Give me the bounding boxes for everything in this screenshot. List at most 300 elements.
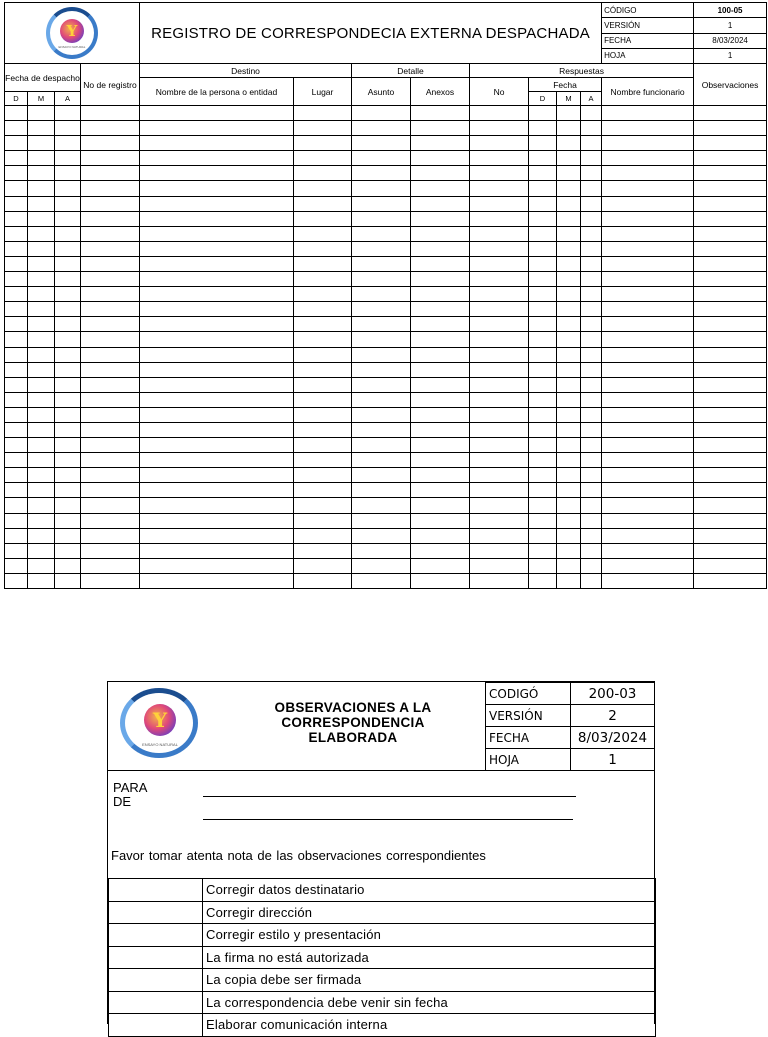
register-cell[interactable] bbox=[411, 377, 470, 392]
register-cell[interactable] bbox=[694, 287, 767, 302]
register-cell[interactable] bbox=[140, 468, 294, 483]
register-cell[interactable] bbox=[352, 573, 411, 588]
register-cell[interactable] bbox=[411, 196, 470, 211]
register-cell[interactable] bbox=[694, 241, 767, 256]
register-cell[interactable] bbox=[529, 151, 557, 166]
register-cell[interactable] bbox=[581, 422, 602, 437]
register-cell[interactable] bbox=[529, 211, 557, 226]
register-cell[interactable] bbox=[294, 483, 352, 498]
register-cell[interactable] bbox=[140, 528, 294, 543]
register-cell[interactable] bbox=[55, 468, 81, 483]
register-cell[interactable] bbox=[55, 422, 81, 437]
register-cell[interactable] bbox=[5, 392, 28, 407]
register-cell[interactable] bbox=[140, 287, 294, 302]
register-cell[interactable] bbox=[140, 166, 294, 181]
register-cell[interactable] bbox=[557, 407, 581, 422]
register-cell[interactable] bbox=[557, 196, 581, 211]
register-cell[interactable] bbox=[529, 241, 557, 256]
register-cell[interactable] bbox=[411, 498, 470, 513]
register-cell[interactable] bbox=[694, 256, 767, 271]
register-cell[interactable] bbox=[581, 211, 602, 226]
register-cell[interactable] bbox=[470, 211, 529, 226]
register-cell[interactable] bbox=[602, 377, 694, 392]
register-cell[interactable] bbox=[602, 528, 694, 543]
register-cell[interactable] bbox=[602, 211, 694, 226]
register-cell[interactable] bbox=[529, 287, 557, 302]
register-cell[interactable] bbox=[352, 347, 411, 362]
register-cell[interactable] bbox=[28, 256, 55, 271]
register-cell[interactable] bbox=[602, 573, 694, 588]
register-cell[interactable] bbox=[352, 181, 411, 196]
de-input-line[interactable] bbox=[203, 819, 573, 820]
register-cell[interactable] bbox=[140, 196, 294, 211]
register-cell[interactable] bbox=[694, 332, 767, 347]
register-cell[interactable] bbox=[581, 468, 602, 483]
register-cell[interactable] bbox=[529, 377, 557, 392]
register-cell[interactable] bbox=[694, 513, 767, 528]
register-cell[interactable] bbox=[694, 121, 767, 136]
register-cell[interactable] bbox=[411, 558, 470, 573]
register-cell[interactable] bbox=[411, 453, 470, 468]
register-cell[interactable] bbox=[581, 256, 602, 271]
register-cell[interactable] bbox=[557, 528, 581, 543]
register-cell[interactable] bbox=[294, 121, 352, 136]
para-input-line[interactable] bbox=[203, 796, 576, 797]
register-cell[interactable] bbox=[581, 196, 602, 211]
register-cell[interactable] bbox=[529, 181, 557, 196]
register-cell[interactable] bbox=[411, 106, 470, 121]
register-cell[interactable] bbox=[294, 422, 352, 437]
register-cell[interactable] bbox=[55, 211, 81, 226]
register-cell[interactable] bbox=[411, 422, 470, 437]
register-cell[interactable] bbox=[81, 347, 140, 362]
register-cell[interactable] bbox=[294, 181, 352, 196]
register-cell[interactable] bbox=[81, 136, 140, 151]
register-cell[interactable] bbox=[694, 528, 767, 543]
register-cell[interactable] bbox=[470, 106, 529, 121]
register-cell[interactable] bbox=[411, 513, 470, 528]
register-cell[interactable] bbox=[694, 362, 767, 377]
register-cell[interactable] bbox=[581, 151, 602, 166]
register-cell[interactable] bbox=[470, 573, 529, 588]
register-cell[interactable] bbox=[352, 211, 411, 226]
register-cell[interactable] bbox=[411, 407, 470, 422]
register-cell[interactable] bbox=[5, 241, 28, 256]
register-cell[interactable] bbox=[352, 241, 411, 256]
register-cell[interactable] bbox=[470, 377, 529, 392]
register-cell[interactable] bbox=[557, 302, 581, 317]
register-cell[interactable] bbox=[602, 166, 694, 181]
register-cell[interactable] bbox=[411, 362, 470, 377]
register-cell[interactable] bbox=[28, 317, 55, 332]
register-cell[interactable] bbox=[294, 392, 352, 407]
register-cell[interactable] bbox=[55, 528, 81, 543]
register-cell[interactable] bbox=[557, 468, 581, 483]
register-cell[interactable] bbox=[294, 528, 352, 543]
register-cell[interactable] bbox=[581, 513, 602, 528]
register-cell[interactable] bbox=[581, 438, 602, 453]
register-cell[interactable] bbox=[294, 377, 352, 392]
register-cell[interactable] bbox=[294, 256, 352, 271]
register-cell[interactable] bbox=[294, 332, 352, 347]
register-cell[interactable] bbox=[5, 543, 28, 558]
register-cell[interactable] bbox=[55, 106, 81, 121]
register-cell[interactable] bbox=[55, 226, 81, 241]
register-cell[interactable] bbox=[28, 226, 55, 241]
register-cell[interactable] bbox=[694, 272, 767, 287]
register-cell[interactable] bbox=[557, 347, 581, 362]
register-cell[interactable] bbox=[529, 332, 557, 347]
register-cell[interactable] bbox=[28, 166, 55, 181]
register-cell[interactable] bbox=[529, 513, 557, 528]
register-cell[interactable] bbox=[81, 106, 140, 121]
register-cell[interactable] bbox=[28, 287, 55, 302]
register-cell[interactable] bbox=[557, 392, 581, 407]
register-cell[interactable] bbox=[602, 362, 694, 377]
register-cell[interactable] bbox=[581, 241, 602, 256]
register-cell[interactable] bbox=[602, 483, 694, 498]
register-cell[interactable] bbox=[352, 407, 411, 422]
register-cell[interactable] bbox=[294, 558, 352, 573]
register-cell[interactable] bbox=[294, 468, 352, 483]
register-cell[interactable] bbox=[28, 528, 55, 543]
register-cell[interactable] bbox=[294, 272, 352, 287]
register-cell[interactable] bbox=[294, 302, 352, 317]
register-cell[interactable] bbox=[55, 136, 81, 151]
register-cell[interactable] bbox=[81, 483, 140, 498]
register-cell[interactable] bbox=[5, 513, 28, 528]
register-cell[interactable] bbox=[602, 256, 694, 271]
register-cell[interactable] bbox=[28, 468, 55, 483]
register-cell[interactable] bbox=[470, 256, 529, 271]
register-cell[interactable] bbox=[470, 302, 529, 317]
register-cell[interactable] bbox=[529, 407, 557, 422]
register-cell[interactable] bbox=[557, 422, 581, 437]
register-cell[interactable] bbox=[81, 121, 140, 136]
register-cell[interactable] bbox=[81, 181, 140, 196]
register-cell[interactable] bbox=[470, 528, 529, 543]
register-cell[interactable] bbox=[602, 407, 694, 422]
register-cell[interactable] bbox=[5, 166, 28, 181]
register-cell[interactable] bbox=[294, 362, 352, 377]
register-cell[interactable] bbox=[28, 422, 55, 437]
register-cell[interactable] bbox=[602, 422, 694, 437]
register-cell[interactable] bbox=[28, 362, 55, 377]
register-cell[interactable] bbox=[140, 256, 294, 271]
register-cell[interactable] bbox=[557, 241, 581, 256]
register-cell[interactable] bbox=[470, 422, 529, 437]
register-cell[interactable] bbox=[28, 196, 55, 211]
register-cell[interactable] bbox=[602, 136, 694, 151]
register-cell[interactable] bbox=[140, 347, 294, 362]
register-cell[interactable] bbox=[81, 422, 140, 437]
register-cell[interactable] bbox=[352, 558, 411, 573]
register-cell[interactable] bbox=[140, 241, 294, 256]
register-cell[interactable] bbox=[352, 528, 411, 543]
register-cell[interactable] bbox=[294, 166, 352, 181]
register-cell[interactable] bbox=[557, 453, 581, 468]
register-cell[interactable] bbox=[529, 362, 557, 377]
register-cell[interactable] bbox=[140, 302, 294, 317]
register-cell[interactable] bbox=[694, 407, 767, 422]
register-cell[interactable] bbox=[81, 573, 140, 588]
register-cell[interactable] bbox=[694, 106, 767, 121]
register-cell[interactable] bbox=[55, 196, 81, 211]
register-cell[interactable] bbox=[694, 136, 767, 151]
register-cell[interactable] bbox=[694, 377, 767, 392]
register-cell[interactable] bbox=[557, 106, 581, 121]
register-cell[interactable] bbox=[411, 302, 470, 317]
register-cell[interactable] bbox=[352, 226, 411, 241]
register-cell[interactable] bbox=[352, 332, 411, 347]
register-cell[interactable] bbox=[140, 362, 294, 377]
register-cell[interactable] bbox=[55, 302, 81, 317]
register-cell[interactable] bbox=[294, 106, 352, 121]
register-cell[interactable] bbox=[28, 453, 55, 468]
register-cell[interactable] bbox=[294, 211, 352, 226]
register-cell[interactable] bbox=[352, 302, 411, 317]
register-cell[interactable] bbox=[557, 377, 581, 392]
register-cell[interactable] bbox=[694, 558, 767, 573]
register-cell[interactable] bbox=[694, 543, 767, 558]
register-cell[interactable] bbox=[529, 256, 557, 271]
register-cell[interactable] bbox=[140, 513, 294, 528]
register-cell[interactable] bbox=[602, 438, 694, 453]
register-cell[interactable] bbox=[694, 498, 767, 513]
register-cell[interactable] bbox=[529, 196, 557, 211]
register-cell[interactable] bbox=[557, 513, 581, 528]
register-cell[interactable] bbox=[55, 438, 81, 453]
register-cell[interactable] bbox=[294, 347, 352, 362]
register-cell[interactable] bbox=[602, 287, 694, 302]
register-cell[interactable] bbox=[352, 498, 411, 513]
register-cell[interactable] bbox=[5, 181, 28, 196]
register-cell[interactable] bbox=[55, 166, 81, 181]
register-cell[interactable] bbox=[352, 196, 411, 211]
register-cell[interactable] bbox=[581, 528, 602, 543]
register-cell[interactable] bbox=[352, 272, 411, 287]
register-cell[interactable] bbox=[694, 317, 767, 332]
register-cell[interactable] bbox=[352, 483, 411, 498]
register-cell[interactable] bbox=[470, 407, 529, 422]
register-cell[interactable] bbox=[602, 453, 694, 468]
register-cell[interactable] bbox=[55, 392, 81, 407]
register-cell[interactable] bbox=[581, 287, 602, 302]
register-cell[interactable] bbox=[55, 121, 81, 136]
register-cell[interactable] bbox=[581, 362, 602, 377]
register-cell[interactable] bbox=[581, 453, 602, 468]
register-cell[interactable] bbox=[5, 256, 28, 271]
register-cell[interactable] bbox=[140, 151, 294, 166]
register-cell[interactable] bbox=[28, 121, 55, 136]
register-cell[interactable] bbox=[5, 332, 28, 347]
register-cell[interactable] bbox=[581, 272, 602, 287]
register-cell[interactable] bbox=[602, 558, 694, 573]
register-cell[interactable] bbox=[411, 543, 470, 558]
register-cell[interactable] bbox=[529, 453, 557, 468]
register-cell[interactable] bbox=[581, 483, 602, 498]
register-cell[interactable] bbox=[28, 407, 55, 422]
register-cell[interactable] bbox=[411, 287, 470, 302]
register-cell[interactable] bbox=[557, 121, 581, 136]
register-cell[interactable] bbox=[28, 573, 55, 588]
register-cell[interactable] bbox=[557, 226, 581, 241]
register-cell[interactable] bbox=[55, 513, 81, 528]
register-cell[interactable] bbox=[529, 121, 557, 136]
register-cell[interactable] bbox=[529, 166, 557, 181]
checklist-mark-cell[interactable] bbox=[109, 1014, 203, 1037]
register-cell[interactable] bbox=[470, 468, 529, 483]
register-cell[interactable] bbox=[602, 513, 694, 528]
register-cell[interactable] bbox=[294, 453, 352, 468]
register-cell[interactable] bbox=[81, 332, 140, 347]
register-cell[interactable] bbox=[581, 347, 602, 362]
register-cell[interactable] bbox=[602, 543, 694, 558]
register-cell[interactable] bbox=[352, 543, 411, 558]
register-cell[interactable] bbox=[28, 106, 55, 121]
register-cell[interactable] bbox=[352, 468, 411, 483]
register-cell[interactable] bbox=[529, 543, 557, 558]
register-cell[interactable] bbox=[140, 272, 294, 287]
register-cell[interactable] bbox=[81, 151, 140, 166]
register-cell[interactable] bbox=[470, 332, 529, 347]
register-cell[interactable] bbox=[411, 438, 470, 453]
register-cell[interactable] bbox=[28, 136, 55, 151]
register-cell[interactable] bbox=[411, 317, 470, 332]
register-cell[interactable] bbox=[81, 241, 140, 256]
register-cell[interactable] bbox=[294, 438, 352, 453]
checklist-mark-cell[interactable] bbox=[109, 991, 203, 1014]
register-cell[interactable] bbox=[470, 317, 529, 332]
register-cell[interactable] bbox=[470, 272, 529, 287]
register-cell[interactable] bbox=[470, 181, 529, 196]
register-cell[interactable] bbox=[140, 106, 294, 121]
register-cell[interactable] bbox=[28, 513, 55, 528]
register-cell[interactable] bbox=[557, 166, 581, 181]
register-cell[interactable] bbox=[529, 483, 557, 498]
register-cell[interactable] bbox=[602, 196, 694, 211]
register-cell[interactable] bbox=[5, 226, 28, 241]
register-cell[interactable] bbox=[602, 106, 694, 121]
register-cell[interactable] bbox=[140, 438, 294, 453]
register-cell[interactable] bbox=[81, 377, 140, 392]
register-cell[interactable] bbox=[557, 151, 581, 166]
register-cell[interactable] bbox=[602, 392, 694, 407]
register-cell[interactable] bbox=[81, 287, 140, 302]
register-cell[interactable] bbox=[529, 422, 557, 437]
register-cell[interactable] bbox=[557, 558, 581, 573]
register-cell[interactable] bbox=[411, 392, 470, 407]
register-cell[interactable] bbox=[602, 241, 694, 256]
register-cell[interactable] bbox=[55, 543, 81, 558]
register-cell[interactable] bbox=[470, 513, 529, 528]
register-cell[interactable] bbox=[470, 483, 529, 498]
register-cell[interactable] bbox=[557, 136, 581, 151]
register-cell[interactable] bbox=[529, 317, 557, 332]
register-cell[interactable] bbox=[557, 211, 581, 226]
register-cell[interactable] bbox=[529, 573, 557, 588]
register-cell[interactable] bbox=[81, 362, 140, 377]
register-cell[interactable] bbox=[294, 513, 352, 528]
register-cell[interactable] bbox=[529, 302, 557, 317]
register-cell[interactable] bbox=[294, 543, 352, 558]
register-cell[interactable] bbox=[5, 196, 28, 211]
register-cell[interactable] bbox=[470, 121, 529, 136]
register-cell[interactable] bbox=[411, 332, 470, 347]
register-cell[interactable] bbox=[470, 226, 529, 241]
register-cell[interactable] bbox=[140, 332, 294, 347]
register-cell[interactable] bbox=[352, 453, 411, 468]
register-cell[interactable] bbox=[581, 166, 602, 181]
register-cell[interactable] bbox=[694, 211, 767, 226]
register-cell[interactable] bbox=[140, 573, 294, 588]
register-cell[interactable] bbox=[5, 106, 28, 121]
register-cell[interactable] bbox=[529, 272, 557, 287]
register-cell[interactable] bbox=[352, 377, 411, 392]
register-cell[interactable] bbox=[529, 468, 557, 483]
register-cell[interactable] bbox=[581, 121, 602, 136]
register-cell[interactable] bbox=[694, 302, 767, 317]
register-cell[interactable] bbox=[5, 573, 28, 588]
register-cell[interactable] bbox=[557, 181, 581, 196]
register-cell[interactable] bbox=[581, 392, 602, 407]
register-cell[interactable] bbox=[411, 211, 470, 226]
register-cell[interactable] bbox=[28, 347, 55, 362]
register-cell[interactable] bbox=[581, 226, 602, 241]
register-cell[interactable] bbox=[5, 136, 28, 151]
register-cell[interactable] bbox=[602, 272, 694, 287]
register-cell[interactable] bbox=[294, 498, 352, 513]
register-cell[interactable] bbox=[557, 362, 581, 377]
register-cell[interactable] bbox=[5, 438, 28, 453]
register-cell[interactable] bbox=[55, 272, 81, 287]
register-cell[interactable] bbox=[294, 196, 352, 211]
register-cell[interactable] bbox=[81, 196, 140, 211]
register-cell[interactable] bbox=[5, 558, 28, 573]
register-cell[interactable] bbox=[294, 241, 352, 256]
register-cell[interactable] bbox=[81, 513, 140, 528]
register-cell[interactable] bbox=[557, 483, 581, 498]
register-cell[interactable] bbox=[581, 332, 602, 347]
register-cell[interactable] bbox=[529, 528, 557, 543]
register-cell[interactable] bbox=[581, 377, 602, 392]
register-cell[interactable] bbox=[55, 498, 81, 513]
register-cell[interactable] bbox=[352, 513, 411, 528]
register-cell[interactable] bbox=[470, 241, 529, 256]
register-cell[interactable] bbox=[470, 543, 529, 558]
register-cell[interactable] bbox=[411, 136, 470, 151]
register-cell[interactable] bbox=[140, 407, 294, 422]
register-cell[interactable] bbox=[581, 407, 602, 422]
register-cell[interactable] bbox=[352, 106, 411, 121]
register-cell[interactable] bbox=[411, 468, 470, 483]
register-cell[interactable] bbox=[55, 181, 81, 196]
register-cell[interactable] bbox=[81, 302, 140, 317]
register-cell[interactable] bbox=[28, 302, 55, 317]
register-cell[interactable] bbox=[140, 498, 294, 513]
register-cell[interactable] bbox=[5, 151, 28, 166]
register-cell[interactable] bbox=[28, 377, 55, 392]
register-cell[interactable] bbox=[352, 362, 411, 377]
register-cell[interactable] bbox=[557, 438, 581, 453]
register-cell[interactable] bbox=[140, 543, 294, 558]
register-cell[interactable] bbox=[294, 287, 352, 302]
register-cell[interactable] bbox=[470, 151, 529, 166]
register-cell[interactable] bbox=[602, 332, 694, 347]
register-cell[interactable] bbox=[5, 362, 28, 377]
register-cell[interactable] bbox=[55, 241, 81, 256]
register-cell[interactable] bbox=[81, 498, 140, 513]
